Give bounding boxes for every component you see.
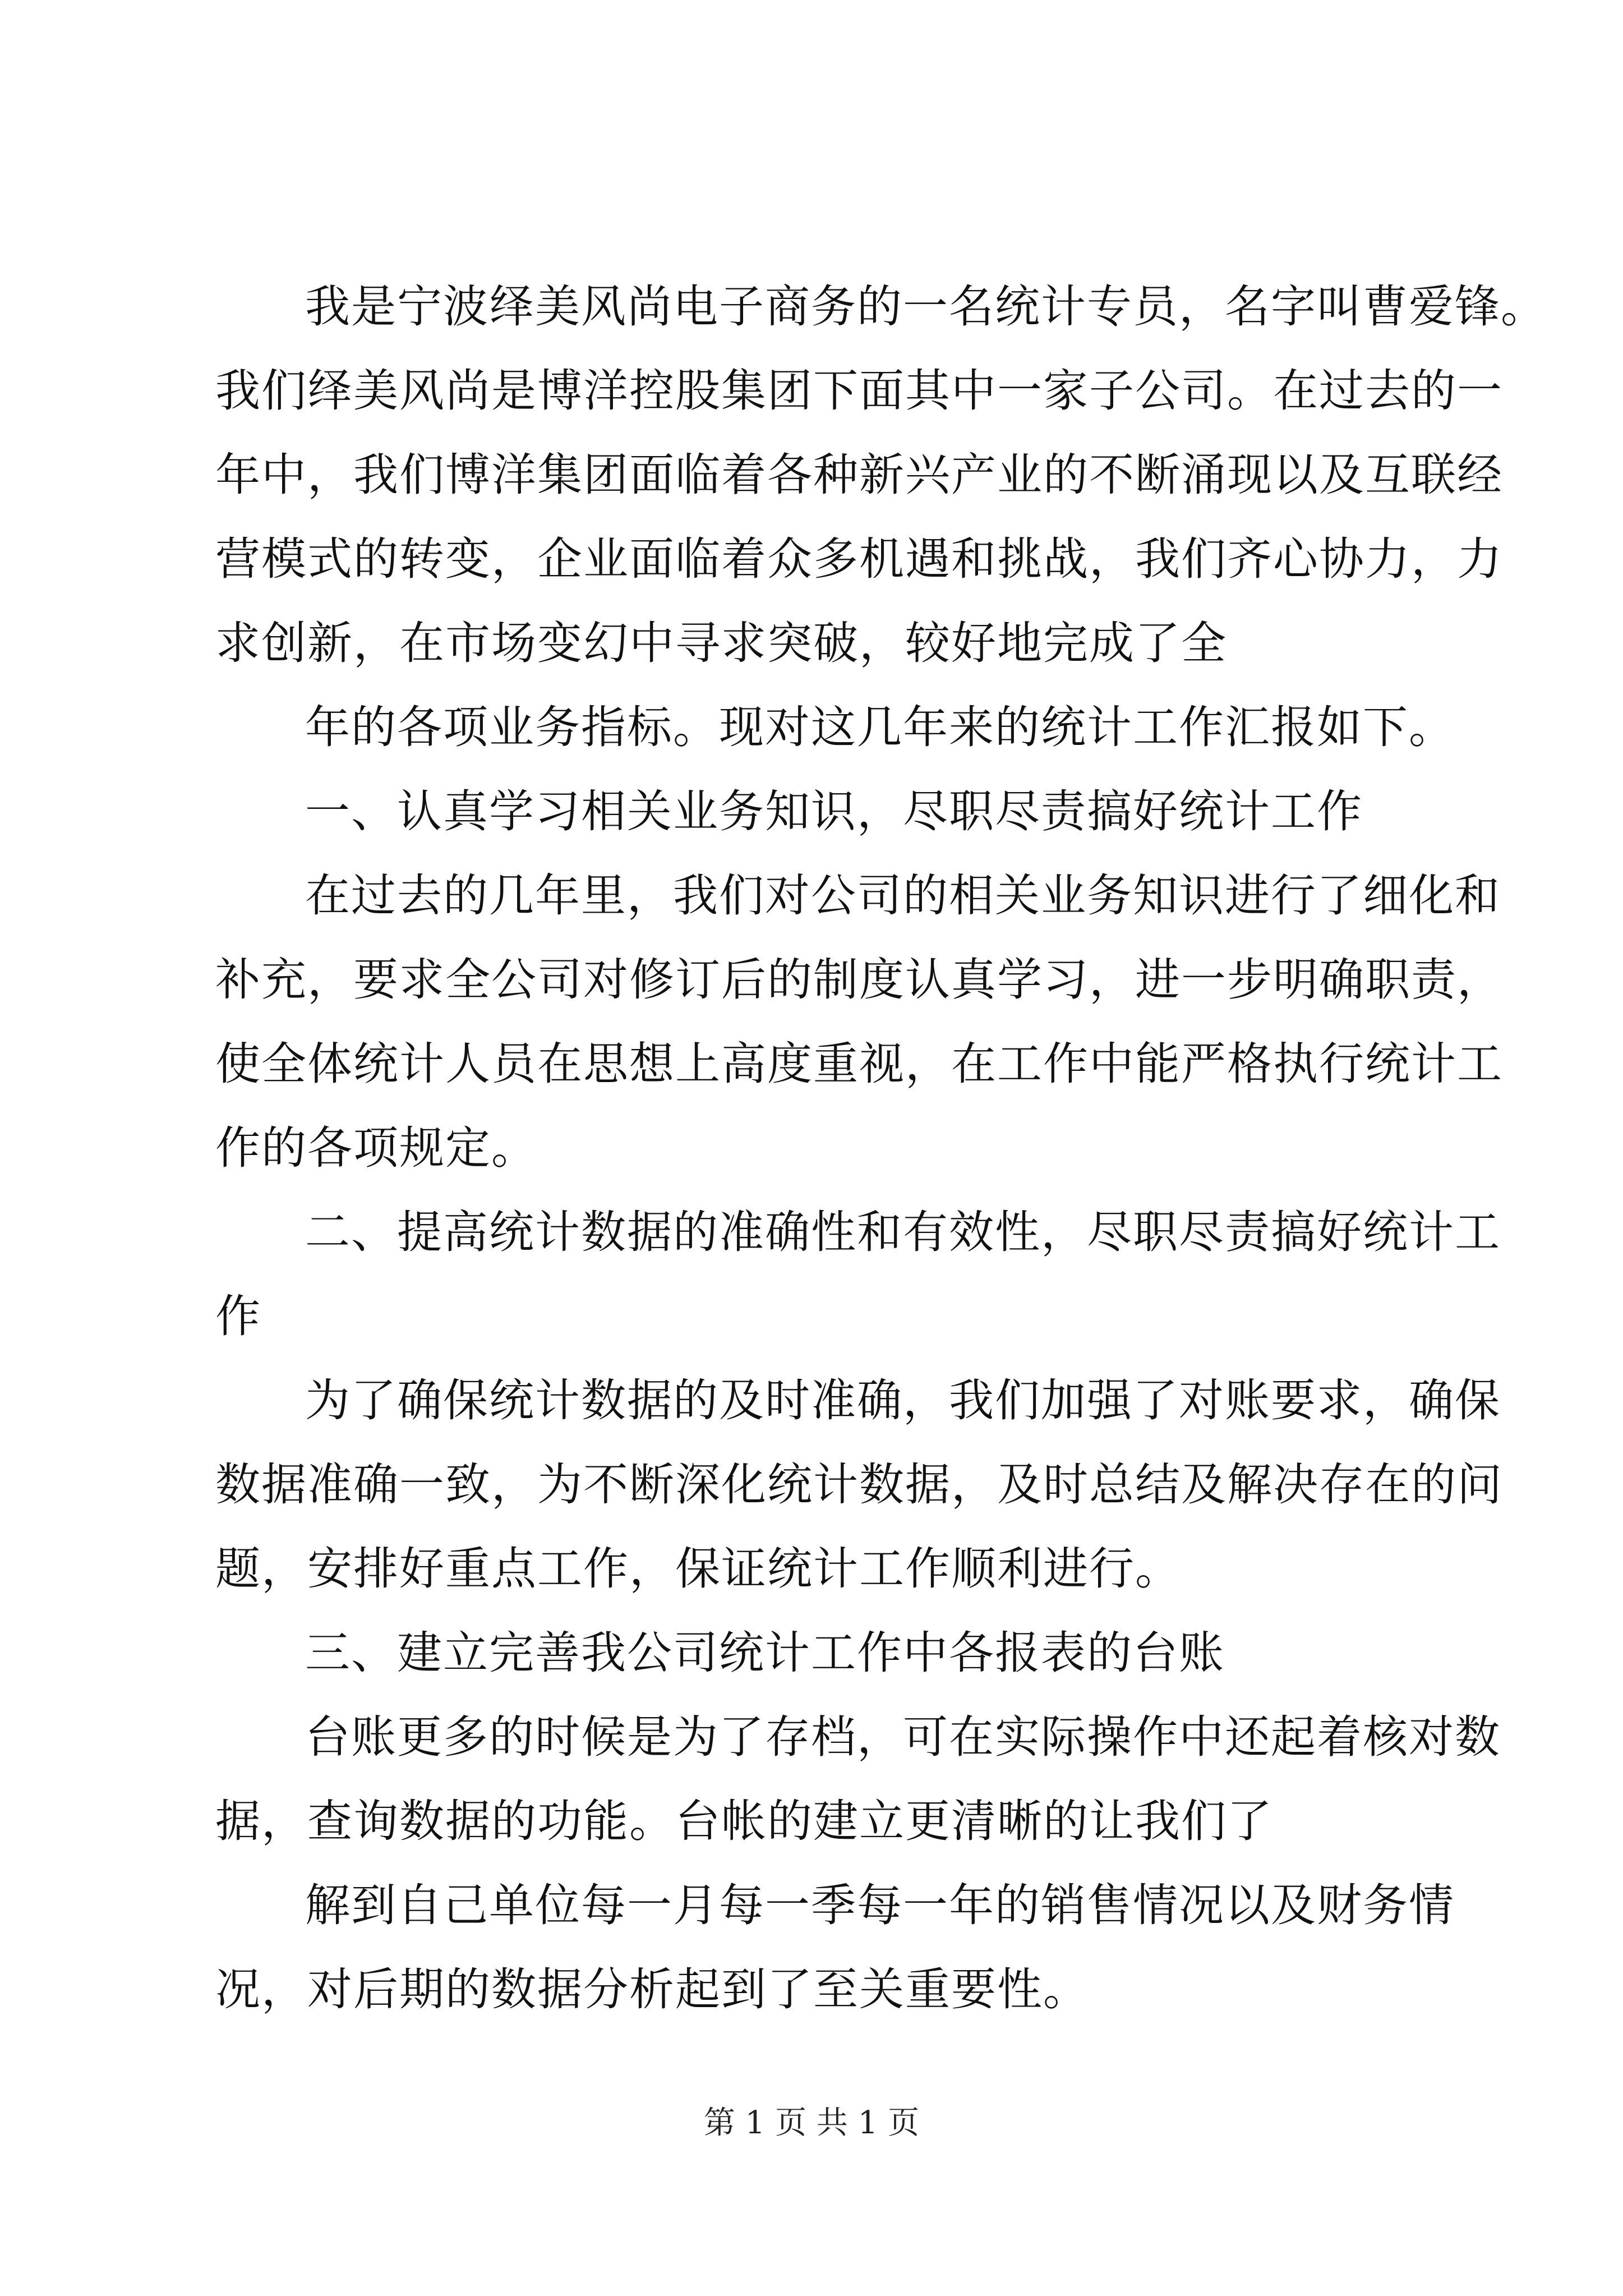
text-line: 为了确保统计数据的及时准确，我们加强了对账要求，确保 (305, 1374, 1501, 1427)
text-line: 求创新，在市场变幻中寻求突破，较好地完成了全 (215, 617, 1227, 669)
text-line: 年的各项业务指标。现对这几年来的统计工作汇报如下。 (305, 701, 1455, 753)
section-heading-1: 一、认真学习相关业务知识，尽职尽责搞好统计工作 (305, 785, 1363, 838)
text-line: 营模式的转变，企业面临着众多机遇和挑战，我们齐心协力，力 (215, 533, 1503, 585)
section-heading-2: 二、提高统计数据的准确性和有效性，尽职尽责搞好统计工 (305, 1206, 1501, 1258)
text-line: 作的各项规定。 (215, 1122, 537, 1174)
text-line: 况，对后期的数据分析起到了至关重要性。 (215, 1963, 1089, 2016)
text-line: 台账更多的时候是为了存档，可在实际操作中还起着核对数 (305, 1711, 1501, 1763)
text-line: 我是宁波绎美风尚电子商务的一名统计专员，名字叫曹爱锋。 (305, 280, 1547, 333)
page-number-footer: 第 1 页 共 1 页 (703, 2105, 920, 2141)
text-line: 使全体统计人员在思想上高度重视，在工作中能严格执行统计工 (215, 1038, 1503, 1090)
text-line: 解到自己单位每一月每一季每一年的销售情况以及财务情 (305, 1879, 1455, 1931)
text-line: 数据准确一致，为不断深化统计数据，及时总结及解决存在的问 (215, 1458, 1503, 1511)
text-line: 题，安排好重点工作，保证统计工作顺利进行。 (215, 1543, 1181, 1595)
section-heading-2-continuation: 作 (215, 1290, 261, 1342)
text-line: 补充，要求全公司对修订后的制度认真学习，进一步明确职责， (215, 954, 1503, 1006)
document-body (215, 265, 1547, 2032)
text-line: 在过去的几年里，我们对公司的相关业务知识进行了细化和 (305, 869, 1501, 922)
text-line: 据，查询数据的功能。台帐的建立更清晰的让我们了 (215, 1795, 1273, 1847)
section-heading-3: 三、建立完善我公司统计工作中各报表的台账 (305, 1627, 1225, 1679)
text-line: 年中，我们博洋集团面临着各种新兴产业的不断涌现以及互联经 (215, 449, 1503, 501)
text-line: 我们绎美风尚是博洋控股集团下面其中一家子公司。在过去的一 (215, 365, 1503, 417)
